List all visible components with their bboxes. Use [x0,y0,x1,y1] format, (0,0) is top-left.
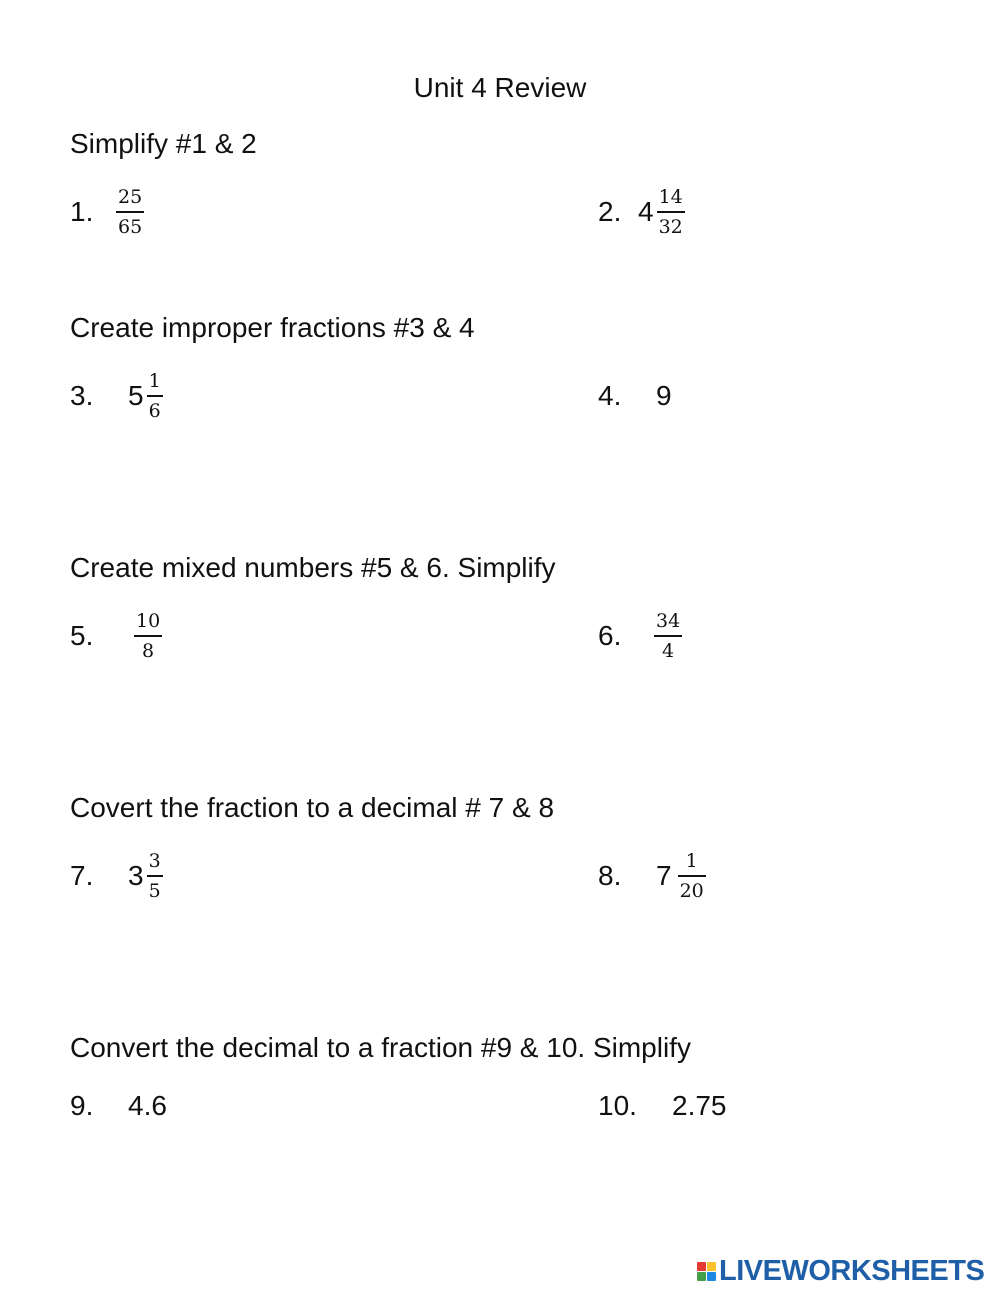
problem-number: 9. [70,1090,94,1121]
logo-tile-yellow [707,1262,716,1271]
denominator: 5 [148,879,161,902]
logo-tiles-icon [697,1262,716,1281]
section-heading-decimal-to-fraction: Convert the decimal to a fraction #9 & 10. Simplify [70,1032,691,1063]
problem-value: 9 [656,380,672,411]
problem-value: 4.6 [128,1090,167,1121]
denominator: 32 [658,215,683,238]
denominator: 4 [662,639,675,662]
fraction [654,609,682,662]
fraction [134,609,162,662]
fraction [678,849,706,902]
problem-number: 7. [70,860,94,891]
problem-number: 2. [598,196,622,227]
denominator: 20 [679,879,704,902]
logo-tile-blue [707,1272,716,1281]
fraction [147,369,163,422]
denominator: 65 [118,215,143,238]
denominator: 6 [148,399,161,422]
problem-9 [70,1076,167,1136]
fraction [657,185,685,238]
problem-number: 10. [598,1090,637,1121]
numerator: 10 [136,609,161,632]
problem-4 [598,366,672,426]
whole-number: 7 [656,860,672,891]
fraction [147,849,163,902]
numerator: 25 [118,185,143,208]
problem-10 [598,1076,727,1136]
numerator: 3 [148,849,161,872]
numerator: 1 [685,849,698,872]
problem-7 [70,846,163,906]
problem-5 [70,606,162,666]
problem-1 [70,182,144,242]
logo-text: LIVEWORKSHEETS [719,1255,985,1287]
section-heading-fraction-to-decimal: Covert the fraction to a decimal # 7 & 8 [70,792,555,823]
problem-2 [598,182,685,242]
problem-number: 3. [70,380,94,411]
whole-number: 5 [128,380,144,411]
denominator: 8 [142,639,155,662]
section-heading-improper: Create improper fractions #3 & 4 [70,312,475,343]
logo-tile-red [697,1262,706,1271]
section-heading-mixed: Create mixed numbers #5 & 6. Simplify [70,552,556,583]
numerator: 14 [658,185,683,208]
problem-number: 6. [598,620,622,651]
problem-8 [598,846,706,906]
liveworksheets-logo [697,1255,984,1288]
problem-number: 8. [598,860,622,891]
fraction [116,185,144,238]
problem-number: 1. [70,196,94,227]
problem-6 [598,606,682,666]
problem-number: 5. [70,620,94,651]
section-heading-simplify: Simplify #1 & 2 [70,128,257,159]
logo-tile-green [697,1272,706,1281]
whole-number: 3 [128,860,144,891]
problem-3 [70,366,163,426]
numerator: 1 [148,369,161,392]
problem-number: 4. [598,380,622,411]
whole-number: 4 [638,196,654,227]
problem-value: 2.75 [672,1090,727,1121]
page-title: Unit 4 Review [413,72,587,103]
numerator: 34 [656,609,681,632]
